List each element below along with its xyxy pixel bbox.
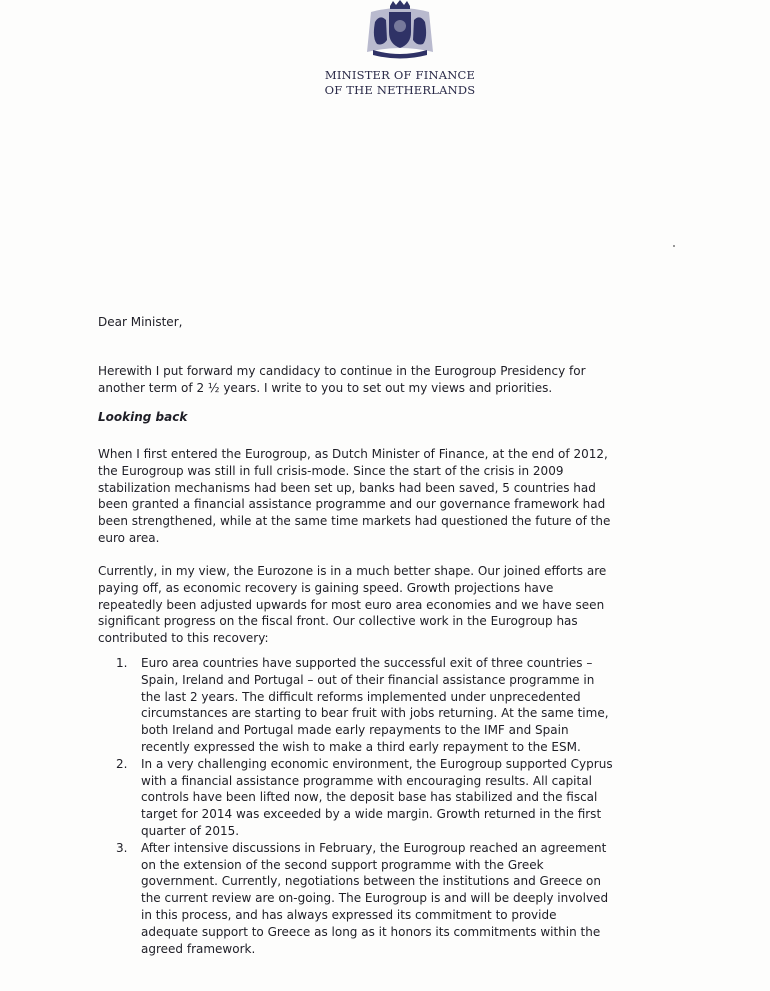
numbered-list [116, 655, 616, 957]
list-item-number: 3. [116, 840, 128, 855]
paragraph-current-state: Currently, in my view, the Eurozone is in a much better shape. Our joined efforts are paying off, as economic recovery is gaining speed. Growth projections have repeatedly been adjusted upwards for most euro area economies and we have seen significant progress on the fiscal front. Our collective work in the Eurogroup has contributed to this recovery: [98, 564, 607, 646]
list-item-text: After intensive discussions in February, the Eurogroup reached an agreement on the extension of the second support programme with the Greek government. Currently, negotiations between the institutions and Greece on the current review are on-going. The Eurogroup is and will be deeply involved in this process, and has always expressed its commitment to provide adequate support to Greece as long as it honors its commitments within the agreed framework. [141, 840, 609, 956]
list-item [116, 756, 616, 840]
letterhead-title [300, 68, 500, 98]
list-item-text: Euro area countries have supported the successful exit of three countries – Spain, Ireland and Portugal – out of their financial assistance programme in the last 2 years. The difficult reforms implemented under unprecedented circumstances are starting to bear fruit with jobs returning. At the same time, both Ireland and Portugal made early repayments to the IMF and Spain recently expressed the wish to make a third early repayment to the ESM. [141, 656, 609, 754]
list-item-number: 1. [116, 656, 128, 670]
list-item [116, 655, 616, 756]
paragraph-looking-back: When I first entered the Eurogroup, as Dutch Minister of Finance, at the end of 2012, the Eurogroup was still in full crisis-mode. Since the start of the crisis in 2009 stabilization mechanisms had been set up, banks had been saved, 5 countries had been granted a financial assistance programme and our governance framework had been strengthened, while at the same time markets had questioned the future of the euro area. [98, 447, 611, 545]
section-heading: Looking back [98, 410, 188, 424]
scan-speck [673, 245, 675, 247]
intro-paragraph: Herewith I put forward my candidacy to continue in the Eurogroup Presidency for another term of 2 ½ years. I write to you to set out my views and priorities. [98, 364, 586, 395]
letterhead-line-2: OF THE NETHERLANDS [324, 83, 476, 97]
list-item [116, 840, 616, 958]
letterhead-line-1: MINISTER OF FINANCE [324, 68, 476, 82]
royal-coat-of-arms-icon [357, 0, 443, 62]
list-item-number: 2. [116, 756, 128, 771]
salutation: Dear Minister, [98, 315, 183, 329]
list-item-text: In a very challenging economic environment, the Eurogroup supported Cyprus with a financial assistance programme with encouraging results. All capital controls have been lifted now, the deposit base has stabilized and the fiscal target for 2014 was exceeded by a wide margin. Growth returned in the first quarter of 2015. [141, 756, 613, 838]
